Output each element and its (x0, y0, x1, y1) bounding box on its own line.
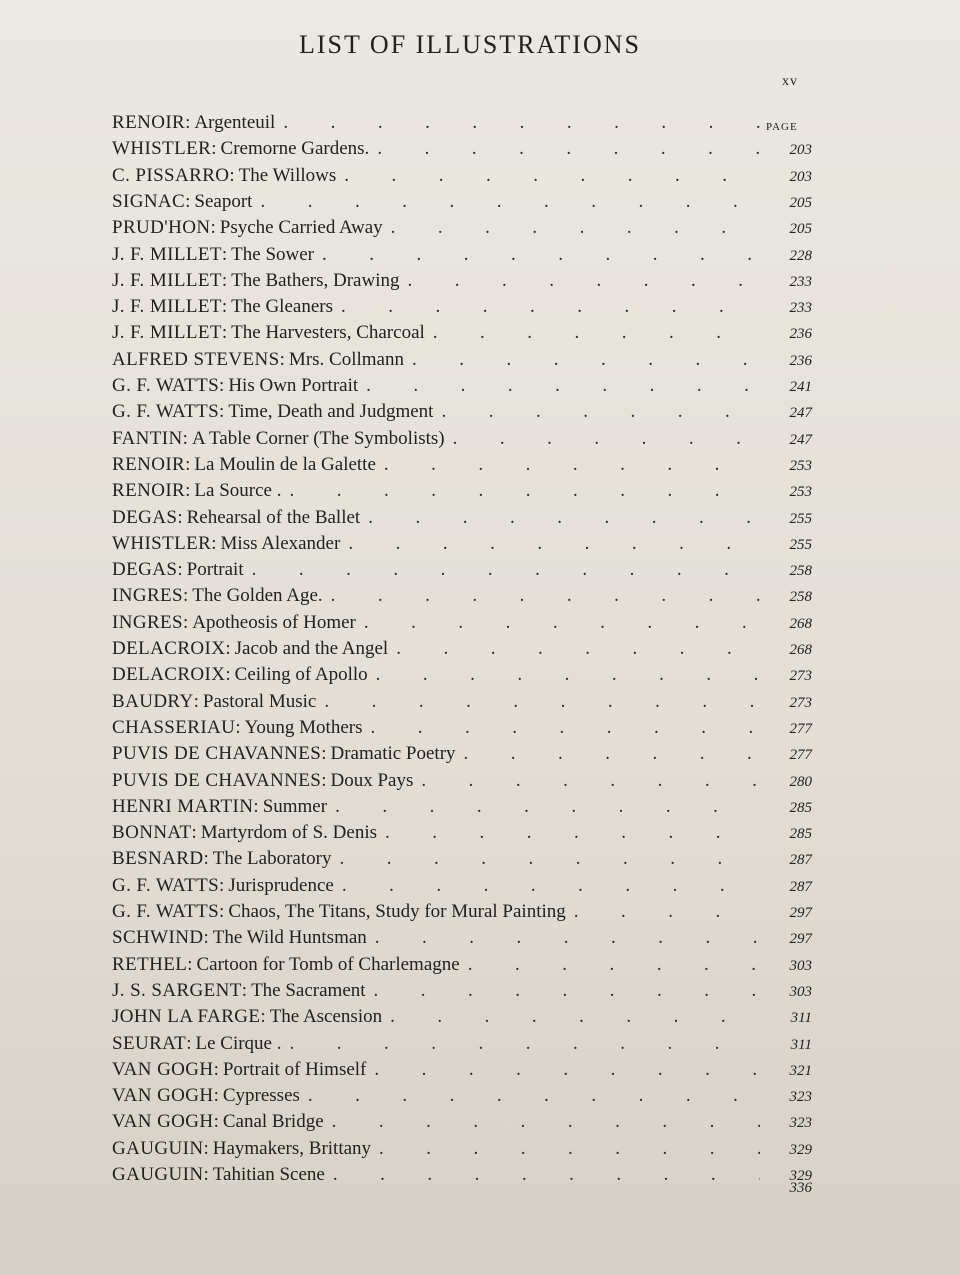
entry-separator: : (211, 532, 217, 554)
dot-leader (348, 533, 760, 555)
dot-leader (290, 1033, 761, 1055)
dot-leader (441, 401, 760, 423)
list-item (112, 664, 812, 688)
entry-title: The Golden Age. (192, 585, 323, 607)
entry-artist: RENOIR (112, 453, 186, 475)
page-title: LIST OF ILLUSTRATIONS (299, 30, 641, 59)
dot-leader (379, 1138, 760, 1160)
entry-separator: : (229, 164, 235, 186)
entry-page-number: 236 (789, 352, 812, 369)
entry-separator: : (183, 585, 189, 607)
list-item (112, 1180, 812, 1204)
dot-leader (342, 875, 760, 897)
entry-page-number: 311 (790, 1010, 812, 1027)
list-item (112, 270, 812, 294)
entry-page-number: 287 (789, 878, 812, 895)
entry-page-number: 273 (789, 694, 812, 711)
entry-title: Dramatic Poetry (330, 743, 456, 765)
entry-artist: BONNAT (112, 822, 192, 844)
entry-title: Cypresses (222, 1085, 300, 1107)
entry-page-number: 233 (789, 273, 812, 290)
entry-title: The Sower (231, 243, 315, 265)
entry-separator: : (219, 901, 225, 922)
entry-artist: BESNARD (112, 848, 204, 870)
entry-separator: : (221, 243, 228, 265)
entry-title: Portrait of Himself (222, 1058, 367, 1080)
entry-page-number: 228 (789, 247, 812, 264)
entry-artist: VAN GOGH (112, 1085, 214, 1107)
entry-title: Mrs. Collmann (288, 348, 404, 370)
entry-artist: G. F. WATTS (112, 375, 220, 396)
list-item (112, 454, 812, 478)
entry-separator: : (185, 112, 191, 133)
entry-separator: : (253, 795, 259, 817)
list-item (112, 980, 812, 1004)
entry-artist: J. F. MILLET (112, 269, 222, 291)
entry-title: Seaport (194, 190, 253, 212)
dot-leader (396, 638, 760, 660)
entry-page-number: 297 (789, 905, 812, 921)
entry-title: A Table Corner (The Symbolists) (191, 427, 445, 449)
entry-artist: RENOIR (112, 112, 186, 133)
entry-separator: : (213, 1058, 219, 1080)
entry-artist: WHISTLER (112, 532, 212, 554)
dot-leader (574, 901, 760, 923)
entry-artist: J. F. MILLET (112, 243, 222, 265)
entry-title: La Moulin de la Galette (194, 453, 376, 475)
list-item (112, 480, 812, 504)
entry-page-number: 311 (790, 1036, 812, 1053)
entry-artist: BAUDRY (112, 690, 194, 712)
entry-separator: : (221, 269, 228, 291)
entry-separator: : (185, 190, 191, 212)
list-item (112, 165, 812, 189)
list-item (112, 1033, 812, 1057)
dot-leader (385, 822, 760, 844)
list-item (112, 559, 812, 583)
entry-title: Martyrdom of S. Denis (200, 822, 378, 844)
entry-artist: CHASSERIAU (112, 716, 236, 738)
entry-separator: : (219, 874, 225, 896)
entry-page-number: 329 (789, 1141, 812, 1158)
entry-separator: : (321, 743, 327, 765)
entry-title: Argenteuil (194, 112, 276, 133)
page-number: xv (782, 74, 798, 89)
entry-title: Canal Bridge (222, 1111, 324, 1133)
entry-page-number: 247 (789, 405, 812, 422)
dot-leader (377, 138, 760, 160)
entry-page-number: 255 (789, 536, 812, 553)
dot-leader (371, 717, 761, 739)
entry-separator: : (221, 322, 228, 344)
entry-page-number: 258 (789, 563, 812, 580)
list-item (112, 954, 812, 978)
dot-leader (331, 585, 760, 607)
list-item (112, 112, 812, 136)
entry-artist: INGRES (112, 611, 184, 633)
entry-title: The Harvesters, Charcoal (231, 322, 425, 344)
dot-leader (308, 1085, 760, 1107)
dot-leader (341, 296, 760, 318)
entry-page-number: 323 (789, 1089, 812, 1106)
list-item (112, 901, 812, 925)
entry-title: The Bathers, Drawing (231, 269, 400, 291)
list-item (112, 927, 812, 951)
entry-page-number: 280 (789, 773, 812, 790)
entry-title: The Ascension (269, 1006, 383, 1028)
entry-page-number: 253 (789, 484, 812, 501)
entry-title: Portrait (186, 559, 244, 581)
entry-artist: PUVIS DE CHAVANNES (112, 743, 322, 765)
entry-page-number: 258 (789, 589, 812, 606)
entry-artist: PRUD'HON (112, 217, 211, 239)
dot-leader (384, 454, 760, 476)
dot-leader (464, 743, 760, 765)
entry-separator: : (279, 348, 285, 370)
entry-artist: SEURAT (112, 1032, 187, 1054)
list-item (112, 349, 812, 373)
entry-artist: SIGNAC (112, 190, 186, 212)
entry-page-number: 321 (789, 1062, 812, 1079)
list-item (112, 743, 812, 767)
entry-page-number: 241 (789, 379, 812, 395)
entry-title: The Willows (238, 164, 337, 186)
dot-leader (324, 691, 760, 713)
entry-artist: G. F. WATTS (112, 401, 220, 423)
entry-separator: : (260, 1006, 266, 1028)
entry-page-number: 203 (789, 168, 812, 185)
entry-title: Jurisprudence (228, 874, 334, 896)
list-item (112, 244, 812, 268)
entry-artist: DEGAS (112, 506, 178, 528)
entry-artist: SCHWIND (112, 927, 204, 949)
list-item (112, 1138, 812, 1162)
dot-leader (339, 848, 760, 870)
entry-separator: : (203, 1164, 209, 1185)
entry-separator: : (203, 927, 209, 949)
entry-separator: : (321, 769, 327, 791)
list-item (112, 717, 812, 741)
entry-title: Haymakers, Brittany (212, 1137, 372, 1159)
entry-title: Apotheosis of Homer (192, 611, 356, 633)
entry-separator: : (203, 1137, 209, 1159)
list-item (112, 585, 812, 609)
entry-artist: PUVIS DE CHAVANNES (112, 769, 322, 791)
entry-artist: J. S. SARGENT (112, 979, 242, 1001)
entry-page-number: 233 (789, 300, 812, 317)
entry-artist: J. F. MILLET (112, 322, 222, 344)
entry-separator: : (203, 848, 209, 870)
list-item (112, 322, 812, 346)
entry-page-number: 236 (789, 326, 812, 343)
entry-separator: : (241, 979, 248, 1001)
list-item (112, 217, 812, 241)
entry-artist: FANTIN (112, 427, 183, 449)
list-item (112, 401, 812, 425)
list-item (112, 1111, 812, 1135)
entry-artist: ALFRED STEVENS (112, 348, 280, 370)
entry-separator: : (213, 1085, 219, 1107)
entry-title: Pastoral Music (202, 690, 317, 712)
entry-page-number: 277 (789, 747, 812, 764)
dot-leader (332, 1111, 760, 1133)
list-item (112, 1059, 812, 1083)
entry-title: The Sacrament (251, 979, 366, 1001)
dot-leader (283, 112, 760, 134)
entry-page-number: 287 (789, 852, 812, 869)
list-item (112, 138, 812, 162)
entry-separator: : (213, 1111, 219, 1133)
entry-separator: : (187, 953, 193, 975)
entry-page-number: 285 (789, 826, 812, 843)
list-item (112, 848, 812, 872)
entry-artist: WHISTLER (112, 138, 212, 160)
entry-artist: GAUGUIN (112, 1137, 204, 1159)
dot-leader (374, 980, 760, 1002)
entry-separator: : (183, 611, 189, 633)
dot-leader (260, 191, 760, 213)
list-item (112, 1006, 812, 1030)
entry-title: Le Cirque . (195, 1032, 282, 1054)
entry-title: His Own Portrait (228, 375, 359, 396)
entry-title: Tahitian Scene (212, 1164, 325, 1185)
dot-leader (376, 664, 760, 686)
entry-page-number: 303 (789, 957, 812, 974)
entry-title: Cartoon for Tomb of Charlemagne (196, 953, 460, 975)
entry-page-number: 323 (789, 1115, 812, 1132)
entry-title: The Wild Huntsman (212, 927, 367, 949)
entry-separator: : (185, 453, 191, 475)
list-item (112, 691, 812, 715)
entry-artist: DELACROIX (112, 638, 226, 659)
entry-artist: HENRI MARTIN (112, 795, 254, 817)
list-item (112, 638, 812, 662)
dot-leader (468, 954, 760, 976)
entry-separator: : (219, 375, 225, 396)
list-item (112, 428, 812, 452)
entry-title: Psyche Carried Away (219, 217, 383, 239)
entry-separator: : (225, 664, 231, 686)
dot-leader (390, 1006, 760, 1028)
list-item (112, 1085, 812, 1109)
dot-leader (374, 1059, 760, 1081)
entry-title: Time, Death and Judgment (228, 401, 434, 423)
dot-leader (412, 349, 760, 371)
list-item (112, 191, 812, 215)
dot-leader (335, 796, 760, 818)
entry-separator: : (182, 427, 188, 449)
entry-artist: RENOIR (112, 480, 186, 502)
entry-separator: : (177, 506, 183, 528)
entry-artist: VAN GOGH (112, 1058, 214, 1080)
entry-artist: INGRES (112, 585, 184, 607)
entry-artist: J. F. MILLET (112, 296, 222, 318)
dot-leader (453, 428, 760, 450)
entry-page-number: 297 (789, 931, 812, 948)
entry-title: Young Mothers (244, 716, 363, 738)
entry-separator: : (186, 1032, 192, 1054)
page-column-label: PAGE (766, 121, 798, 133)
entry-title: Miss Alexander (220, 532, 341, 554)
dot-leader (375, 927, 760, 949)
list-item (112, 770, 812, 794)
entry-page-number: 247 (789, 431, 812, 448)
entry-separator: : (211, 138, 217, 160)
entry-title: Chaos, The Titans, Study for Mural Painting (228, 901, 566, 922)
entry-artist: JOHN LA FARGE (112, 1006, 261, 1028)
list-item (112, 296, 812, 320)
dot-leader (322, 244, 760, 266)
entry-title: Cremorne Gardens. (220, 138, 370, 160)
entry-separator: : (193, 690, 199, 712)
list-item (112, 533, 812, 557)
list-item (112, 875, 812, 899)
dot-leader (407, 270, 760, 292)
entry-artist: RETHEL (112, 953, 188, 975)
entry-title: The Gleaners (231, 296, 333, 318)
list-item (112, 612, 812, 636)
entry-separator: : (219, 401, 225, 423)
entry-page-number: 285 (789, 799, 812, 816)
entry-separator: : (225, 638, 231, 659)
entry-page-number: 255 (789, 510, 812, 527)
entry-artist: G. F. WATTS (112, 901, 220, 922)
entry-page-number: 253 (789, 457, 812, 474)
entry-title: Rehearsal of the Ballet (186, 506, 361, 528)
dot-leader (366, 375, 760, 397)
dot-leader (344, 165, 760, 187)
entry-page-number: 303 (789, 983, 812, 1000)
entry-page-number: 203 (789, 142, 812, 159)
dot-leader (252, 559, 760, 581)
entry-separator: : (210, 217, 216, 239)
entry-separator: : (185, 480, 191, 502)
entry-title: La Source . (194, 480, 282, 502)
entry-artist: GAUGUIN (112, 1164, 204, 1185)
entry-title: The Laboratory (212, 848, 332, 870)
entry-separator: : (191, 822, 197, 844)
entry-page-number: 329 (789, 1168, 812, 1184)
dot-leader (364, 612, 760, 634)
list-item (112, 507, 812, 531)
entry-artist: C. PISSARRO (112, 164, 230, 186)
entry-title: Summer (262, 795, 328, 817)
list-item (112, 822, 812, 846)
entry-artist: G. F. WATTS (112, 874, 220, 896)
dot-leader (391, 217, 760, 239)
dot-leader (368, 507, 760, 529)
entry-page-number: 277 (789, 720, 812, 737)
entry-page-number: 268 (789, 642, 812, 658)
entry-page-number: 205 (789, 194, 812, 211)
entry-artist: DELACROIX (112, 664, 226, 686)
entry-artist: DEGAS (112, 559, 178, 581)
entry-page-number: 268 (789, 615, 812, 632)
entry-separator: : (177, 559, 183, 581)
entry-separator: : (235, 716, 241, 738)
entry-page-number: 205 (789, 221, 812, 238)
dot-leader (421, 770, 760, 792)
dot-leader (433, 322, 760, 344)
entry-artist: VAN GOGH (112, 1111, 214, 1133)
entry-title: Doux Pays (330, 769, 414, 791)
dot-leader (289, 480, 760, 502)
entry-page-number: 273 (789, 668, 812, 685)
list-item (112, 796, 812, 820)
entry-page-number: 336 (789, 1180, 812, 1197)
list-item (112, 375, 812, 399)
entry-title: Jacob and the Angel (234, 638, 389, 659)
entry-title: Ceiling of Apollo (234, 664, 368, 686)
entry-separator: : (221, 296, 228, 318)
